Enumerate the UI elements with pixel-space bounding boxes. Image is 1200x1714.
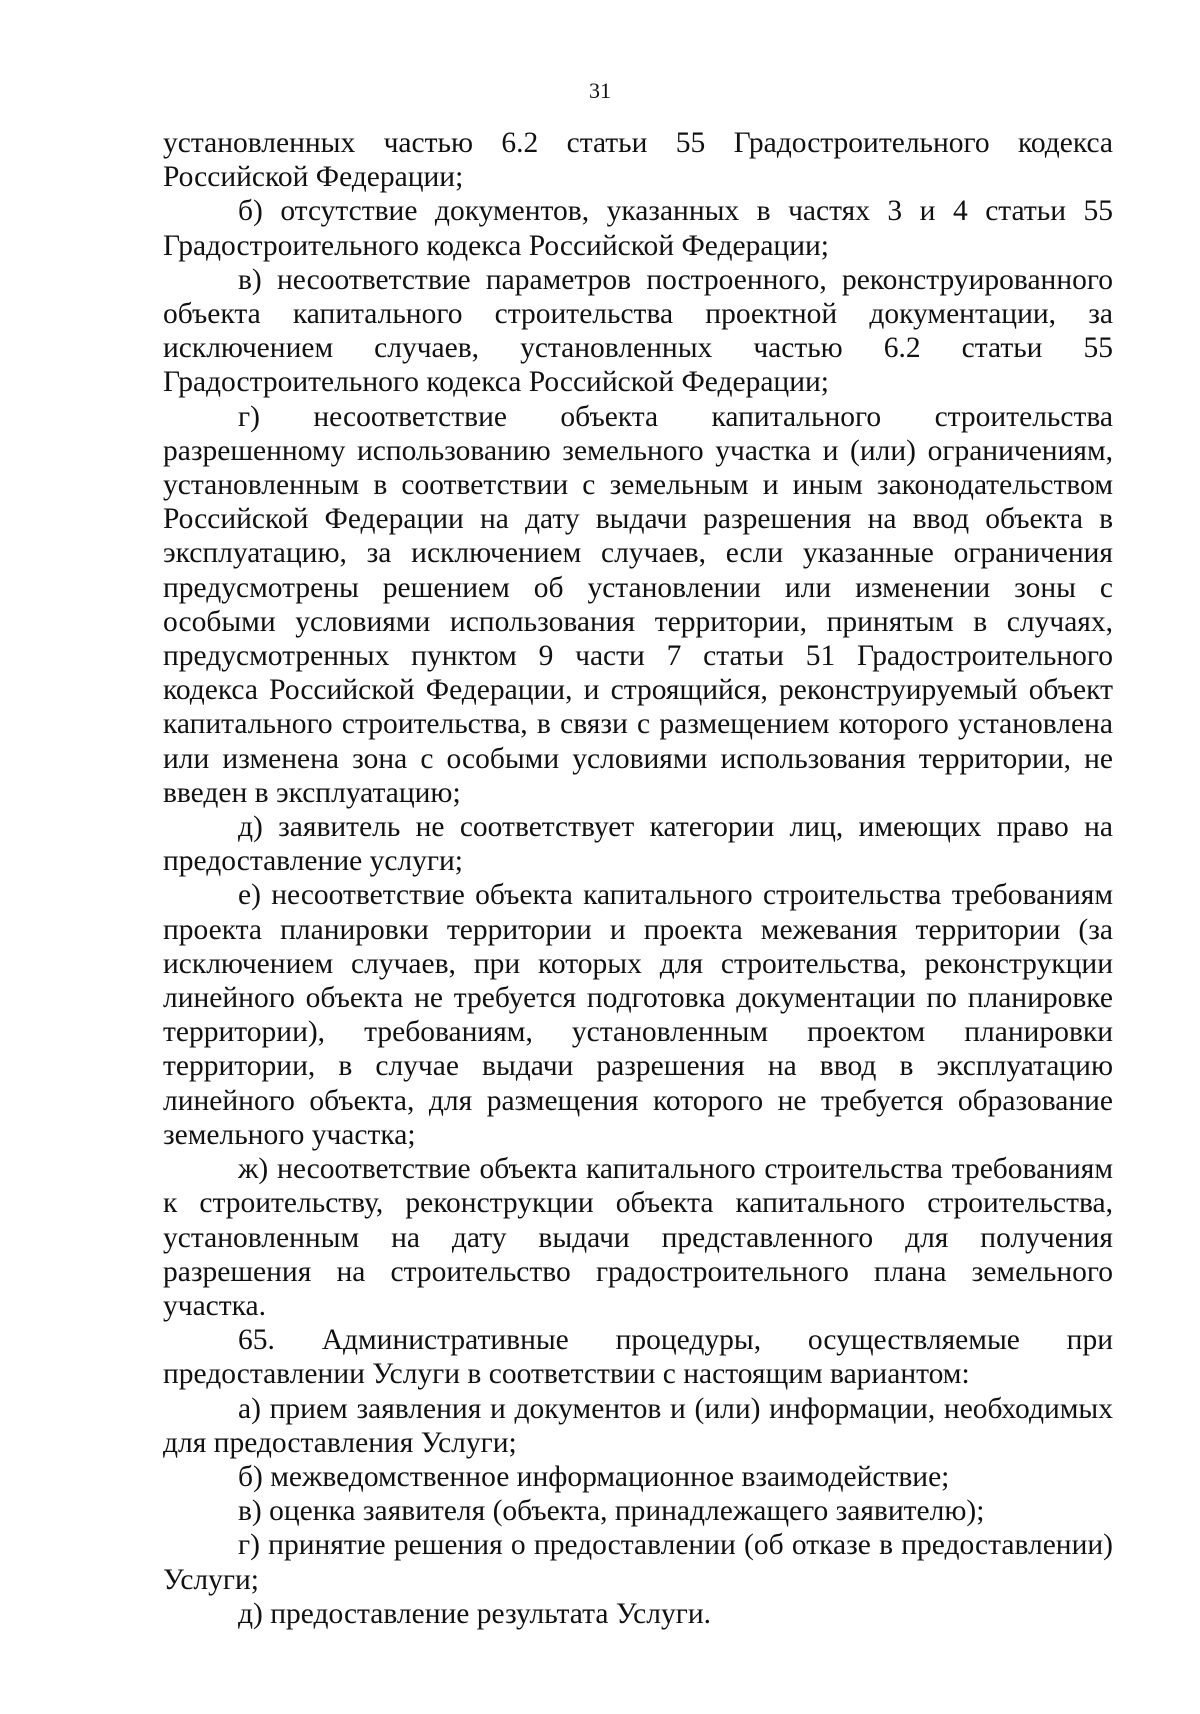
list-item-zh: ж) несоответствие объекта капитального строительства требованиям к строительству, реконструкции объекта капитального строительства, установленным на дату выдачи представленного для получения разрешения на строительство градостроительного плана земельного участка. bbox=[163, 1153, 1113, 1322]
list-item-v: в) несоответствие параметров построенного, реконструированного объекта капитального строительства проектной документации, за исключением случаев, установленных частью 6.2 статьи 55 Градостроительного кодекса Российской Федерации; bbox=[163, 263, 1113, 399]
procedure-item-a: а) прием заявления и документов и (или) информации, необходимых для предоставления Услуги; bbox=[163, 1392, 1113, 1459]
list-item-b: б) отсутствие документов, указанных в частях 3 и 4 статьи 55 Градостроительного кодекса Российской Федерации; bbox=[163, 195, 1113, 262]
procedure-item-b: б) межведомственное информационное взаимодействие; bbox=[238, 1460, 950, 1493]
clause-65: 65. Административные процедуры, осуществляемые при предоставлении Услуги в соответствии с настоящим вариантом: bbox=[163, 1324, 1113, 1391]
list-item-d: д) заявитель не соответствует категории лиц, имеющих право на предоставление услуги; bbox=[163, 811, 1113, 878]
document-body bbox=[163, 126, 1113, 1631]
procedure-item-v: в) оценка заявителя (объекта, принадлежащего заявителю); bbox=[238, 1495, 985, 1528]
procedure-item-d: д) предоставление результата Услуги. bbox=[238, 1597, 711, 1630]
procedure-item-g: г) принятие решения о предоставлении (об отказе в предоставлении) Услуги; bbox=[163, 1529, 1113, 1596]
list-item-g: г) несоответствие объекта капитального строительства разрешенному использованию земельного участка и (или) ограничениям, установленным в соответствии с земельным и иным законодательством Российской Федерации на дату выдачи разрешения на ввод объекта в эксплуатацию, за исключением случаев, если указанные ограничения предусмотрены решением об установлении или изменении зоны с особыми условиями использования территории, принятым в случаях, предусмотренных пунктом 9 части 7 статьи 51 Градостроительного кодекса Российской Федерации, и строящийся, реконструируемый объект капитального строительства, в связи с размещением которого установлена или изменена зона с особыми условиями использования территории, не введен в эксплуатацию; bbox=[163, 400, 1113, 809]
paragraph-continuation: установленных частью 6.2 статьи 55 Градостроительного кодекса Российской Федерации; bbox=[163, 127, 1113, 194]
list-item-e: е) несоответствие объекта капитального строительства требованиям проекта планировки территории и проекта межевания территории (за исключением случаев, при которых для строительства, реконструкции линейного объекта не требуется подготовка документации по планировке территории), требованиям, установленным проектом планировки территории, в случае выдачи разрешения на ввод в эксплуатацию линейного объекта, для размещения которого не требуется образование земельного участка; bbox=[163, 879, 1113, 1151]
page-number: 31 bbox=[589, 78, 611, 103]
